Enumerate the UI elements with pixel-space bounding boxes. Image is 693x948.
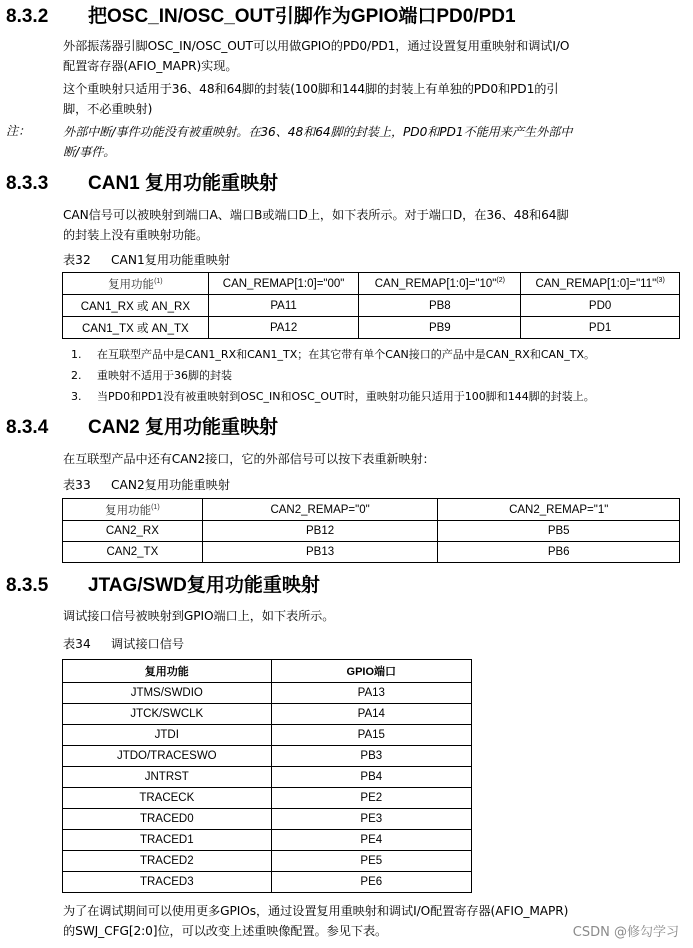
footnote	[71, 387, 681, 406]
table-row	[63, 521, 680, 542]
table-caption	[63, 252, 230, 268]
table-cell: TRACED1	[63, 830, 272, 851]
table-row	[63, 788, 472, 809]
paragraph-line: 配置寄存器(AFIO_MAPR)实现。	[63, 59, 238, 73]
table-cell: PA15	[271, 725, 471, 746]
paragraph	[63, 36, 691, 76]
table-header-cell: 复用功能$^{(1)}$	[63, 499, 203, 521]
note-text	[63, 122, 691, 162]
debug-interface-table	[62, 659, 472, 893]
table-header-cell: 复用功能$^{(1)}$	[63, 273, 209, 295]
table-row	[63, 851, 472, 872]
table-caption	[63, 636, 184, 652]
section-title: CAN1 复用功能重映射	[88, 173, 279, 194]
table-row	[63, 767, 472, 788]
note-line: 外部中断/事件功能没有被重映射。在36、48和64脚的封装上，PD0和PD1不能用来产生外部中	[63, 125, 573, 139]
table-cell: JNTRST	[63, 767, 272, 788]
paragraph-line: 在互联型产品中还有CAN2接口，它的外部信号可以按下表重新映射：	[63, 452, 435, 466]
table-header-cell: CAN_REMAP[1:0]="00"	[208, 273, 359, 295]
table-cell: PE6	[271, 872, 471, 893]
note-line: 断/事件。	[63, 145, 116, 159]
paragraph-line: 外部振荡器引脚OSC_IN/OSC_OUT可以用做GPIO的PD0/PD1，通过设置复用重映射和调试I/O	[63, 39, 570, 53]
paragraph-line: 的封装上没有重映射功能。	[63, 228, 209, 242]
table-cell: PB12	[202, 521, 438, 542]
table-cell: JTDO/TRACESWO	[63, 746, 272, 767]
table-row	[63, 295, 680, 317]
footnote-number: 2.	[71, 369, 82, 382]
table-cell: TRACECK	[63, 788, 272, 809]
table-header-cell: 复用功能	[63, 660, 272, 683]
table-cell: JTDI	[63, 725, 272, 746]
table-cell: PA14	[271, 704, 471, 725]
table-cell: PB9	[359, 317, 521, 339]
footnote	[71, 345, 681, 364]
table-title: CAN2复用功能重映射	[111, 478, 231, 492]
table-header-row	[63, 660, 472, 683]
table-cell: PE3	[271, 809, 471, 830]
table-number: 表34	[63, 637, 91, 651]
note-label: 注：	[6, 124, 31, 138]
table-cell: CAN2_RX	[63, 521, 203, 542]
table-cell: JTCK/SWCLK	[63, 704, 272, 725]
table-header-cell: CAN2_REMAP="1"	[438, 499, 680, 521]
section-title: JTAG/SWD复用功能重映射	[88, 575, 320, 596]
paragraph	[63, 449, 691, 469]
table-row	[63, 830, 472, 851]
paragraph-line: CAN信号可以被映射到端口A、端口B或端口D上，如下表所示。对于端口D，在36、48和64脚	[63, 208, 569, 222]
table-cell: PD0	[521, 295, 680, 317]
table-header-cell: CAN_REMAP[1:0]="11"$^{(3)}$	[521, 273, 680, 295]
table-number: 表33	[63, 478, 91, 492]
footnote-text: 重映射不适用于36脚的封装	[97, 369, 232, 382]
table-cell: PA12	[208, 317, 359, 339]
section-heading-8-3-4	[6, 417, 686, 439]
paragraph-line: 调试接口信号被映射到GPIO端口上，如下表所示。	[63, 609, 335, 623]
table-cell: PB5	[438, 521, 680, 542]
table-header-cell: CAN_REMAP[1:0]="10"$^{(2)}$	[359, 273, 521, 295]
table-row	[63, 683, 472, 704]
table-cell: CAN1_RX 或 AN_RX	[63, 295, 209, 317]
section-number: 8.3.4	[6, 417, 49, 438]
footnote-text: 在互联型产品中是CAN1_RX和CAN1_TX；在其它带有单个CAN接口的产品中是CAN_RX和CAN_TX。	[97, 348, 596, 361]
table-caption	[63, 477, 230, 493]
section-title: CAN2 复用功能重映射	[88, 417, 279, 438]
table-row	[63, 725, 472, 746]
paragraph-line: 这个重映射只适用于36、48和64脚的封装(100脚和144脚的封装上有单独的PD0和PD1的引	[63, 82, 559, 96]
table-cell: PE5	[271, 851, 471, 872]
table-cell: PA11	[208, 295, 359, 317]
table-cell: PD1	[521, 317, 680, 339]
table-row	[63, 542, 680, 563]
table-row	[63, 809, 472, 830]
table-cell: PA13	[271, 683, 471, 704]
table-header-row	[63, 273, 680, 295]
section-heading-8-3-5	[6, 575, 686, 597]
footnote-text: 当PD0和PD1没有被重映射到OSC_IN和OSC_OUT时，重映射功能只适用于100脚和144脚的封装上。	[97, 390, 595, 403]
footnote-number: 3.	[71, 390, 82, 403]
can2-remap-table	[62, 498, 680, 563]
section-number: 8.3.5	[6, 575, 49, 596]
paragraph-line: 的SWJ_CFG[2:0]位，可以改变上述重映像配置。参见下表。	[63, 924, 388, 938]
table-header-cell: GPIO端口	[271, 660, 471, 683]
table-row	[63, 872, 472, 893]
paragraph	[63, 79, 691, 119]
table-row	[63, 746, 472, 767]
table-cell: PE4	[271, 830, 471, 851]
table-cell: CAN2_TX	[63, 542, 203, 563]
table-cell: PB3	[271, 746, 471, 767]
footnote-number: 1.	[71, 348, 82, 361]
table-header-cell: CAN2_REMAP="0"	[202, 499, 438, 521]
section-number: 8.3.2	[6, 6, 49, 27]
paragraph-line: 脚，不必重映射)	[63, 102, 153, 116]
section-heading-8-3-3	[6, 173, 686, 195]
table-cell: CAN1_TX 或 AN_TX	[63, 317, 209, 339]
can1-remap-table	[62, 272, 680, 339]
paragraph	[63, 606, 691, 626]
table-cell: PB8	[359, 295, 521, 317]
table-cell: TRACED2	[63, 851, 272, 872]
table-cell: PB6	[438, 542, 680, 563]
table-cell: PB13	[202, 542, 438, 563]
section-heading-8-3-2	[6, 6, 686, 28]
table-number: 表32	[63, 253, 91, 267]
footnote	[71, 366, 681, 385]
table-title: 调试接口信号	[111, 637, 185, 651]
table-cell: TRACED3	[63, 872, 272, 893]
table-row	[63, 317, 680, 339]
table-title: CAN1复用功能重映射	[111, 253, 231, 267]
table-cell: TRACED0	[63, 809, 272, 830]
table-cell: JTMS/SWDIO	[63, 683, 272, 704]
table-row	[63, 704, 472, 725]
table-cell: PE2	[271, 788, 471, 809]
watermark: CSDN @修勾学习	[572, 925, 679, 940]
paragraph	[63, 205, 691, 245]
table-cell: PB4	[271, 767, 471, 788]
section-number: 8.3.3	[6, 173, 49, 194]
section-title: 把OSC_IN/OSC_OUT引脚作为GPIO端口PD0/PD1	[88, 6, 516, 27]
paragraph-line: 为了在调试期间可以使用更多GPIOs，通过设置复用重映射和调试I/O配置寄存器(AFIO_MAPR)	[63, 904, 569, 918]
table-header-row	[63, 499, 680, 521]
